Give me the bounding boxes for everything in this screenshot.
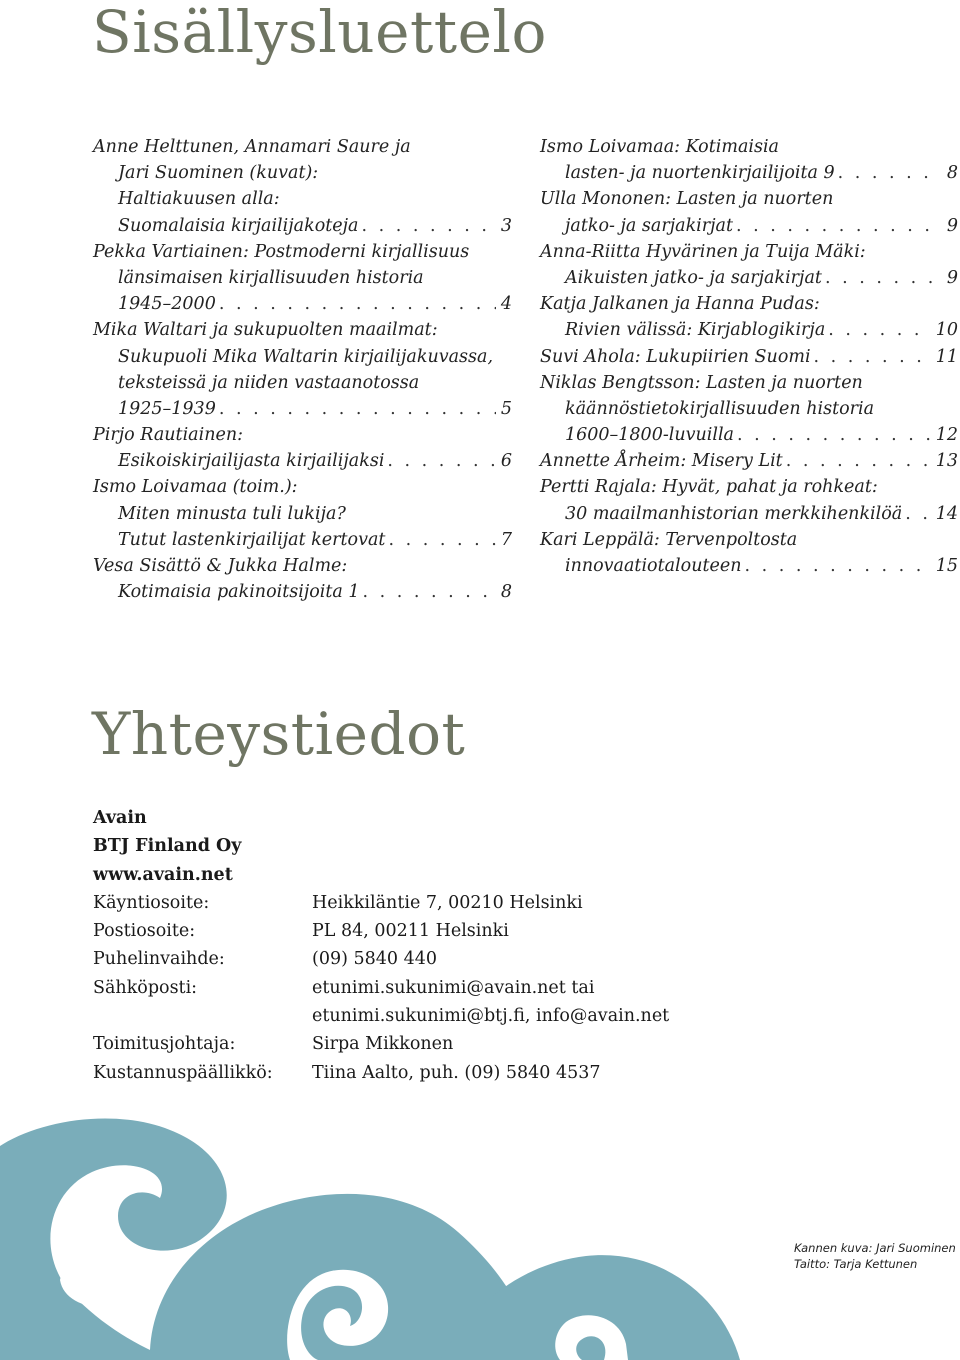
contact-value: PL 84, 00211 Helsinki <box>312 921 509 942</box>
toc-entry-text: Anna-Riitta Hyvärinen ja Tuija Mäki: <box>540 241 866 262</box>
toc-page-number: 4 <box>500 294 512 315</box>
toc-entry-line <box>540 344 958 370</box>
contact-value: etunimi.sukunimi@avain.net tai <box>312 977 595 998</box>
toc-page-number: 9 <box>946 267 958 288</box>
toc-entry-text: Esikoiskirjailijasta kirjailijaksi <box>118 451 385 472</box>
toc-entry-text: Kari Leppälä: Tervenpoltosta <box>540 529 798 550</box>
publisher-name: Avain <box>93 808 147 828</box>
dot-leader <box>363 579 496 605</box>
contact-row <box>93 917 509 945</box>
toc-entry-text: Jari Suominen (kuvat): <box>118 163 319 184</box>
toc-entry-line <box>93 344 512 370</box>
toc-entry-line <box>540 134 958 160</box>
contact-value: Tiina Aalto, puh. (09) 5840 4537 <box>312 1062 601 1083</box>
toc-entry-text: Kotimaisia pakinoitsijoita 1 <box>118 582 360 603</box>
toc-entry-line <box>540 474 958 500</box>
dot-leader <box>905 501 931 527</box>
toc-entry-line <box>93 265 512 291</box>
dot-leader <box>828 317 930 343</box>
toc-entry-text: jatko- ja sarjakirjat <box>565 215 734 236</box>
credits <box>794 1240 956 1272</box>
toc-entry-text: Miten minusta tuli lukija? <box>118 503 346 524</box>
contact-value: (09) 5840 440 <box>312 949 437 970</box>
toc-page-number: 5 <box>500 398 512 419</box>
contact-label: Puhelinvaihde: <box>93 949 225 970</box>
toc-entry-text: Ulla Mononen: Lasten ja nuorten <box>540 189 834 210</box>
toc-entry-line <box>93 527 512 553</box>
contact-row <box>93 945 437 973</box>
toc-entry-line <box>93 134 512 160</box>
toc-entry-line <box>540 291 958 317</box>
toc-entry-line <box>540 160 958 186</box>
toc-entry-text: Suvi Ahola: Lukupiirien Suomi <box>540 346 811 367</box>
contact-block <box>93 804 670 1087</box>
toc-entry-line <box>540 186 958 212</box>
toc-entry-line <box>540 370 958 396</box>
toc-entry-line <box>540 448 958 474</box>
toc-page-number: 7 <box>500 529 512 550</box>
contact-row <box>93 1002 670 1030</box>
toc-entry-line <box>93 213 512 239</box>
toc-entry-text: 1925–1939 <box>118 398 216 419</box>
toc-entry-line <box>93 553 512 579</box>
contact-label: Kustannuspäällikkö: <box>93 1062 273 1083</box>
toc-entry-text: Ismo Loivamaa: Kotimaisia <box>540 137 779 157</box>
contact-value: Sirpa Mikkonen <box>312 1034 454 1055</box>
toc-entry-text: käännöstietokirjallisuuden historia <box>565 398 875 419</box>
contact-row <box>93 889 583 917</box>
toc-entry-text: Vesa Sisättö & Jukka Halme: <box>93 556 348 576</box>
contact-label: Toimitusjohtaja: <box>93 1034 236 1055</box>
toc-right-column <box>540 134 958 579</box>
toc-entry-text: Suomalaisia kirjailijakoteja <box>118 215 359 236</box>
toc-entry-line <box>93 186 512 212</box>
contact-heading: Yhteystiedot <box>92 700 466 768</box>
toc-entry-text: Tutut lastenkirjailijat kertovat <box>118 529 386 550</box>
toc-entry-text: Ismo Loivamaa (toim.): <box>93 477 298 498</box>
dot-leader <box>219 291 496 317</box>
contact-value: Heikkiläntie 7, 00210 Helsinki <box>312 892 583 913</box>
toc-entry-text: Katja Jalkanen ja Hanna Pudas: <box>540 294 820 315</box>
toc-entry-line <box>540 213 958 239</box>
website-link: www.avain.net <box>93 864 233 885</box>
toc-entry-text: Pertti Rajala: Hyvät, pahat ja rohkeat: <box>540 477 878 498</box>
dot-leader <box>736 213 942 239</box>
dot-leader <box>744 553 930 579</box>
toc-entry-text: innovaatiotalouteen <box>565 556 742 576</box>
toc-page-number: 13 <box>935 451 958 472</box>
toc-entry-text: Pekka Vartiainen: Postmoderni kirjallisuus <box>93 241 470 262</box>
toc-page-number: 10 <box>935 320 958 341</box>
dot-leader <box>838 160 942 186</box>
toc-entry-text: lasten- ja nuortenkirjailijoita 9 <box>565 163 835 184</box>
toc-entry-text: teksteissä ja niiden vastaanotossa <box>118 372 420 393</box>
toc-page-number: 8 <box>946 163 958 184</box>
toc-entry-line <box>93 579 512 605</box>
toc-page-number: 12 <box>935 425 958 446</box>
toc-entry-line <box>93 474 512 500</box>
toc-entry-line <box>93 317 512 343</box>
toc-entry-line <box>540 265 958 291</box>
layout-credit: Taitto: Tarja Kettunen <box>794 1257 918 1271</box>
contact-value: etunimi.sukunimi@btj.fi, info@avain.net <box>312 1006 670 1027</box>
contact-row <box>93 1059 601 1087</box>
company-name: BTJ Finland Oy <box>93 836 242 857</box>
toc-left-column <box>93 134 512 605</box>
toc-entry-line <box>93 396 512 422</box>
toc-entry-line <box>540 422 958 448</box>
contact-label: Postiosoite: <box>93 921 196 942</box>
toc-entry-text: Anne Helttunen, Annamari Saure ja <box>93 137 411 157</box>
dot-leader <box>825 265 942 291</box>
toc-entry-line <box>540 396 958 422</box>
toc-entry-text: 30 maailmanhistorian merkkihenkilöä <box>565 503 903 524</box>
toc-entry-text: 1945–2000 <box>118 294 216 315</box>
cover-credit: Kannen kuva: Jari Suominen <box>794 1241 956 1255</box>
toc-page-number: 6 <box>500 451 512 472</box>
toc-entry-text: Mika Waltari ja sukupuolten maailmat: <box>93 320 438 341</box>
toc-entry-text: Sukupuoli Mika Waltarin kirjailijakuvassa, <box>118 346 494 367</box>
toc-entry-text: Rivien välissä: Kirjablogikirja <box>565 320 826 341</box>
toc-page-number: 11 <box>935 346 958 367</box>
toc-entry-line <box>93 422 512 448</box>
toc-entry-text: Pirjo Rautiainen: <box>93 425 243 446</box>
toc-page-number: 8 <box>500 582 512 603</box>
toc-entry-line <box>93 160 512 186</box>
toc-entry-line <box>93 239 512 265</box>
toc-entry-text: 1600–1800-luvuilla <box>565 425 734 446</box>
swirl-decoration <box>0 1090 760 1360</box>
dot-leader <box>814 344 931 370</box>
toc-entry-line <box>540 239 958 265</box>
toc-page-number: 3 <box>500 215 512 236</box>
dot-leader <box>362 213 496 239</box>
toc-entry-line <box>93 448 512 474</box>
toc-page-number: 9 <box>946 215 958 236</box>
toc-entry-text: Niklas Bengtsson: Lasten ja nuorten <box>540 372 863 393</box>
toc-heading: Sisällysluettelo <box>92 0 547 66</box>
toc-entry-text: Haltiakuusen alla: <box>118 189 280 210</box>
contact-details <box>93 889 670 1087</box>
dot-leader <box>388 527 495 553</box>
contact-label: Käyntiosoite: <box>93 892 210 913</box>
dot-leader <box>737 422 931 448</box>
toc-entry-line <box>540 501 958 527</box>
toc-entry-line <box>540 553 958 579</box>
toc-entry-text: Annette Årheim: Misery Lit <box>540 451 783 472</box>
toc-entry-text: Aikuisten jatko- ja sarjakirjat <box>565 267 822 288</box>
toc-page-number: 15 <box>935 556 958 576</box>
toc-page-number: 14 <box>935 503 958 524</box>
toc-entry-line <box>93 291 512 317</box>
toc-entry-line <box>93 501 512 527</box>
toc-entry-line <box>540 527 958 553</box>
toc-entry-text: länsimaisen kirjallisuuden historia <box>118 267 424 288</box>
dot-leader <box>786 448 931 474</box>
toc-entry-line <box>93 370 512 396</box>
toc-entry-line <box>540 317 958 343</box>
dot-leader <box>387 448 495 474</box>
contact-label: Sähköposti: <box>93 977 198 998</box>
contact-row <box>93 974 595 1002</box>
contact-row <box>93 1030 454 1058</box>
dot-leader <box>219 396 496 422</box>
